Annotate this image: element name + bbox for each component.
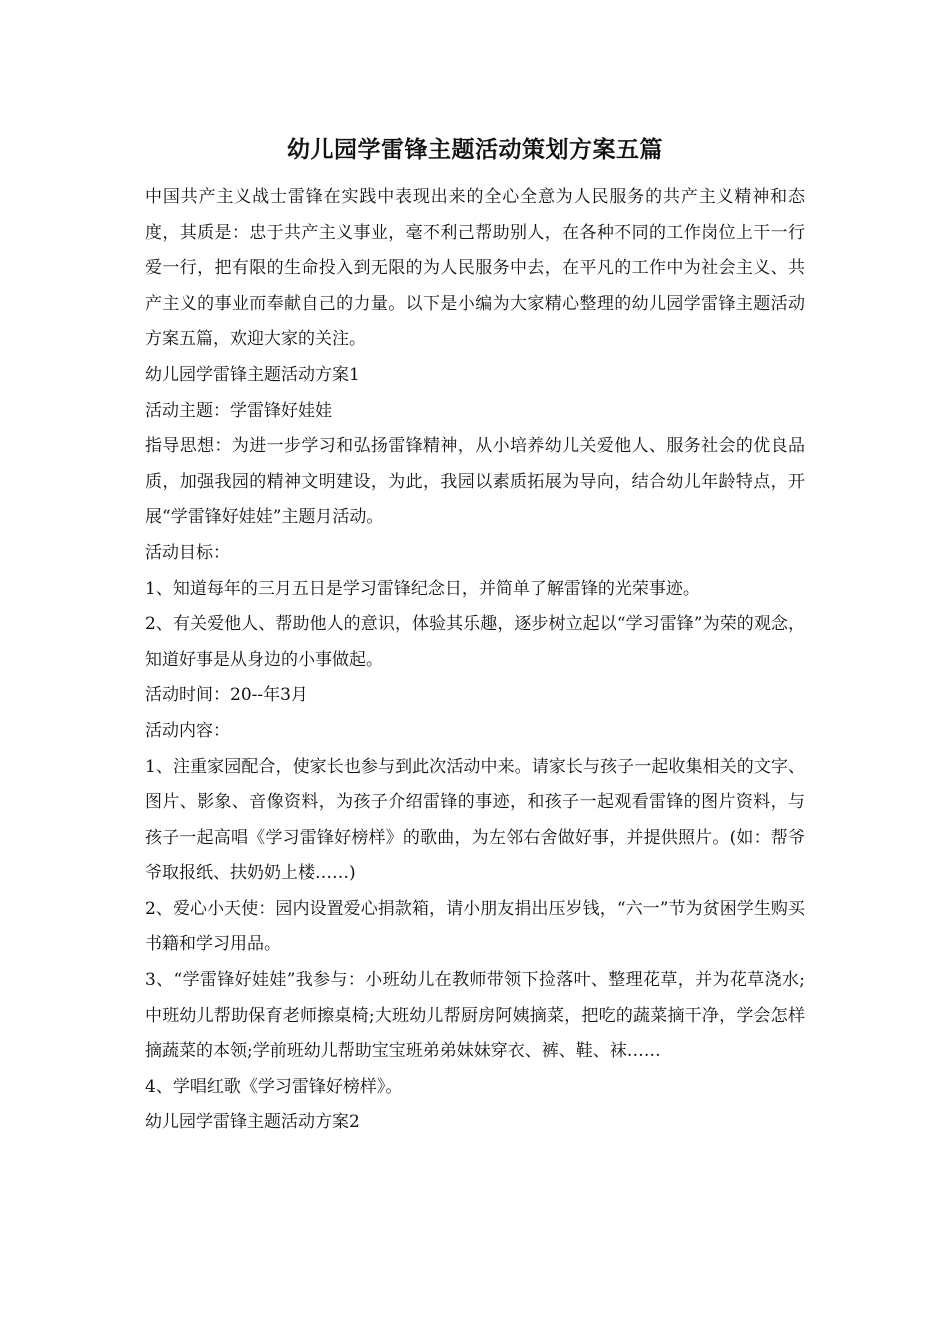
activity-theme: 活动主题：学雷锋好娃娃 xyxy=(145,400,332,421)
goal-item-2: 2、有关爱他人、帮助他人的意识，体验其乐趣，逐步树立起以“学习雷锋”为荣的观念，知道好事是从身边的小事做起。 xyxy=(145,614,805,670)
content-item-3: 3、“学雷锋好娃娃”我参与：小班幼儿在教师带领下捡落叶、整理花草，并为花草浇水;中班幼儿帮助保育老师擦桌椅;大班幼儿帮厨房阿姨摘菜，把吃的蔬菜摘干净，学会怎样摘蔬菜的本领;学前班幼儿帮助宝宝班弟弟妹妹穿衣、裤、鞋、袜…… xyxy=(145,970,805,1062)
guiding-thought: 指导思想：为进一步学习和弘扬雷锋精神，从小培养幼儿关爱他人、服务社会的优良品质，加强我园的精神文明建设，为此，我园以素质拓展为导向，结合幼儿年龄特点，开展“学雷锋好娃娃”主题月活动。 xyxy=(145,436,805,528)
activity-time: 活动时间：20--年3月 xyxy=(145,685,308,706)
activity-goals-heading: 活动目标： xyxy=(145,542,230,563)
goal-item-1: 1、知道每年的三月五日是学习雷锋纪念日，并简单了解雷锋的光荣事迹。 xyxy=(145,578,700,599)
section-heading-plan-1: 幼儿园学雷锋主题活动方案1 xyxy=(145,364,360,385)
document-title: 幼儿园学雷锋主题活动策划方案五篇 xyxy=(287,136,663,163)
document-body xyxy=(145,180,805,1141)
section-heading-plan-2: 幼儿园学雷锋主题活动方案2 xyxy=(145,1112,360,1133)
content-item-2: 2、爱心小天使：园内设置爱心捐款箱，请小朋友捐出压岁钱，“六一”节为贫困学生购买书籍和学习用品。 xyxy=(145,898,805,955)
activity-content-heading: 活动内容： xyxy=(145,720,230,741)
content-item-4: 4、学唱红歌《学习雷锋好榜样》。 xyxy=(145,1076,403,1097)
content-item-1: 1、注重家园配合，使家长也参与到此次活动中来。请家长与孩子一起收集相关的文字、图片、影象、音像资料，为孩子介绍雷锋的事迹，和孩子一起观看雷锋的图片资料，与孩子一起高唱《学习雷锋好榜样》的歌曲，为左邻右舍做好事，并提供照片。(如：帮爷爷取报纸、扶奶奶上楼……) xyxy=(145,756,805,884)
intro-paragraph: 中国共产主义战士雷锋在实践中表现出来的全心全意为人民服务的共产主义精神和态度，其质是：忠于共产主义事业，毫不利己帮助别人，在各种不同的工作岗位上干一行爱一行，把有限的生命投入到无限的为人民服务中去，在平凡的工作中为社会主义、共产主义的事业而奉献自己的力量。以下是小编为大家精心整理的幼儿园学雷锋主题活动方案五篇，欢迎大家的关注。 xyxy=(145,187,805,350)
